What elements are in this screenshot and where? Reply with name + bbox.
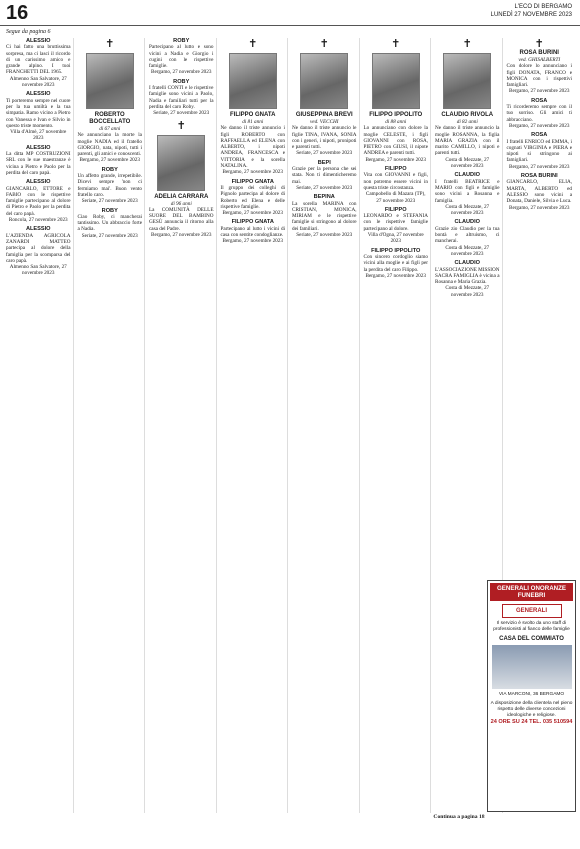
ad-logo: GENERALI xyxy=(502,604,562,618)
notice-place-date: Bergamo, 27 novembre 2023 xyxy=(509,122,570,129)
deceased-name: CLAUDIO RIVOLA xyxy=(441,112,494,118)
notice-column xyxy=(76,38,146,813)
ad-intro: Il servizio è svolto da uno staff di professionisti al fianco delle famiglie xyxy=(493,621,570,632)
deceased-age: di 82 anni xyxy=(456,119,478,125)
obituary-notice xyxy=(6,226,71,276)
notice-place-date: Bergamo, 27 novembre 2023 xyxy=(509,204,570,211)
notice-title: FILIPPO GNATA xyxy=(231,219,274,226)
continue-note: Continua a pagina 18 xyxy=(433,814,485,820)
notice-text: Ti porteremo sempre nel cuore per la tua umiltà e la tua simpatia. Ramo vicino a Pietro con Vanessa e Ivan e Silvio in questo triste momento. xyxy=(6,97,71,129)
ad-description: A disposizione della clientela nel pieno rispetto delle diverse concezioni ideologiche e religiose. xyxy=(490,701,573,718)
ad-building-image xyxy=(492,645,572,689)
obituary-notice xyxy=(435,38,500,169)
cross-icon: ✝ xyxy=(319,38,329,50)
cross-icon: ✝ xyxy=(462,38,472,50)
notice-text: Con dolore lo annunciano i figli DONATA, FRANCO e MONICA con i rispettivi famigliari. xyxy=(506,63,572,89)
notice-text: Partecipano al lutto e sono vicini a Nadia e Giorgio i cugini con le rispettive famiglie. xyxy=(149,44,214,70)
deceased-name: ADELIA CARRARA xyxy=(154,193,209,200)
notice-text: Ne danno il triste annuncio i figli ROBERTO con RAFFAELLA ed ELENA con ALBERTO, i nipoti ANDREA, FRANCESCA e VITTORIA e la sorella NATALINA. xyxy=(220,125,285,170)
notice-title: ALESSIO xyxy=(25,226,51,233)
notice-title: BEPI xyxy=(317,159,331,166)
notice-text: Ne danno il triste annuncio la moglie ROSANNA, la figlia MARIA GRAZIA con il marito CAMILLO, i nipoti e parenti tutti. xyxy=(435,125,500,157)
cross-icon: ✝ xyxy=(534,38,544,50)
page-footer xyxy=(4,814,576,846)
notice-title: ROBY xyxy=(101,207,118,214)
notice-text: La COMUNITÀ DELLE SUORE DEL BAMBINO GESÙ annuncia il ritorno alla casa del Padre. xyxy=(149,206,214,232)
obituary-notice xyxy=(6,91,71,141)
deceased-age: di 96 anni xyxy=(170,200,192,207)
notice-text: Ne annunciano la morte la moglie NADIA ed il fratello GIORGIO, nata, nipoti, tutti i parenti, gli amici e conoscenti. xyxy=(77,132,142,158)
notice-place-date: Bergamo, 27 novembre 2023 xyxy=(509,163,570,170)
obituary-notice xyxy=(435,260,500,298)
notice-place-date: Bergamo, 27 novembre 2023 xyxy=(509,88,570,95)
notice-place-date: Costa di Mezzate, 27 novembre 2023 xyxy=(445,203,490,217)
notice-text: L'AZIENDA AGRICOLA ZANARDI MATTEO partecipa al dolore della famiglia per la scomparsa del caro papà. xyxy=(6,232,71,264)
notice-text: Lo annunciano con dolore la moglie CELESTE, i figli GIOVANNI con ROSA, PIETRO con GIUSI, il nipote ANDREA e parenti tutti. xyxy=(363,125,428,157)
deceased-age: ved. VECCHI xyxy=(309,119,339,125)
notice-title: ALESSIO xyxy=(25,144,51,151)
deceased-photo xyxy=(372,53,420,109)
notice-text: Ciao Roby, ci mancherai tantissimo. Un abbraccio forte a Nadia. xyxy=(77,213,142,233)
notice-place-date: Bergamo, 27 novembre 2023 xyxy=(79,157,140,164)
obituary-notice xyxy=(78,167,143,205)
deceased-photo xyxy=(443,53,491,109)
notice-column xyxy=(4,38,74,813)
deceased-name: GIUSEPPINA BREVI xyxy=(295,112,353,118)
notice-text: La sorella MARINA con CRISTIAN, MONICA, MIRIAM e le rispettive famiglie si stringono al dolore dei familiari. xyxy=(292,200,357,232)
deceased-name: ROSA BURINI xyxy=(519,50,559,56)
obituary-notice xyxy=(507,98,573,129)
notice-title: BEPINA xyxy=(313,194,335,201)
notice-title: CLAUDIO xyxy=(454,260,480,267)
notice-place-date: Costa di Mezzate, 27 novembre 2023 xyxy=(445,244,490,257)
obituary-notice xyxy=(292,160,357,191)
notice-place-date: Costa di Mezzate, 27 novembre 2023 xyxy=(445,285,490,298)
ad-brand: GENERALI ONORANZE FUNEBRI xyxy=(490,583,573,601)
notice-title: ALESSIO xyxy=(25,179,51,186)
notice-text: I fratelli CONTI e le rispettive famiglie sono vicini a Paolo, Nadia e familiari tutti per la perdita del caro Roby. xyxy=(149,85,214,110)
obituary-notice xyxy=(435,219,500,257)
notice-column xyxy=(219,38,289,813)
obituary-notice xyxy=(364,166,429,204)
notice-text: La ditta MP COSTRUZIONI SRL con le sue maestranze è vicina a Pietro e Paolo per la perdita del caro papà. xyxy=(6,151,71,176)
deceased-age: di 88 anni xyxy=(385,119,407,125)
notice-place-date: Bergamo, 27 novembre 2023 xyxy=(222,169,283,176)
obituary-notice xyxy=(364,248,429,279)
obituary-notice xyxy=(435,172,500,216)
notice-title: ROBY xyxy=(173,78,190,85)
obituary-notice xyxy=(149,79,214,117)
obituary-notice xyxy=(149,120,214,239)
notice-text: Grazie per la persona che sei stata. Non ti dimenticheremo mai. xyxy=(292,166,357,185)
deceased-age: di 67 anni xyxy=(99,126,121,132)
deceased-photo xyxy=(300,53,348,109)
notice-text: I fratelli ENRICO ed EMMA, i cognati VIRGINIA e PIERA e nipoti si stringono ai famigliari. xyxy=(506,138,572,164)
notice-place-date: Villa d'Almè, 27 novembre 2023 xyxy=(10,129,67,142)
deceased-age: di 81 anni xyxy=(242,119,264,125)
notice-text: L'ASSOCIAZIONE MISSION SACRA FAMIGLIA è vicina a Rosanna e Maria Grazia. xyxy=(435,266,500,286)
obituary-notice xyxy=(78,208,143,239)
notice-text: Ne danno il triste annuncio le figlie TINA, IVANA, SONIA con i generi, i nipoti, pronipoti e parenti tutti. xyxy=(292,125,357,151)
ad-address: VIA MARCONI, 36 BERGAMO xyxy=(498,692,565,697)
continued-from: Segue da pagina 6 xyxy=(6,29,51,35)
notice-text: Ti ricorderemo sempre con il tuo sorriso. Gli amici ti abbracciano. xyxy=(506,104,572,123)
deceased-photo xyxy=(86,53,134,109)
notice-place-date: Seriate, 27 novembre 2023 xyxy=(153,110,210,117)
notice-text: Partecipano al lutto i vicini di casa con sentite condoglianze. xyxy=(220,225,285,239)
notice-title: ROSA xyxy=(531,97,548,104)
obituary-notice xyxy=(364,38,429,163)
notice-place-date: Bergamo, 27 novembre 2023 xyxy=(365,156,426,163)
obituary-notice xyxy=(221,179,286,217)
cross-icon: ✝ xyxy=(248,38,258,50)
publication-name: L'ECO DI BERGAMO xyxy=(514,4,572,10)
notice-place-date: Campobello di Mazara (TP), 27 novembre 2023 xyxy=(365,191,426,204)
notice-place-date: Bergamo, 27 novembre 2023 xyxy=(151,69,212,76)
notice-place-date: Seriate, 27 novembre 2023 xyxy=(296,184,353,191)
obituary-notice xyxy=(507,173,573,211)
notice-text: Vita con GIOVANNI e figli, non potremo essere vicini in questa triste circostanza. xyxy=(363,172,428,191)
obituary-notice xyxy=(78,38,143,164)
obituary-notice xyxy=(6,38,71,88)
ad-phone: 24 ORE SU 24 TEL. 035 510594 xyxy=(490,719,573,725)
obituary-notice xyxy=(221,219,286,244)
notice-place-date: Almenno San Salvatore, 27 novembre 2023 xyxy=(9,264,67,277)
page-number: 16 xyxy=(6,2,29,24)
ad-house-title: CASA DEL COMMIATO xyxy=(499,636,564,642)
deceased-name: FILIPPO GNATA xyxy=(230,112,276,118)
notice-place-date: Seriate, 27 novembre 2023 xyxy=(296,150,353,157)
notice-title: ROBY xyxy=(173,38,190,44)
notice-text: I fratelli BEATRICE e MARIO con figli e famiglie sono vicini a Rosanna e famiglia. xyxy=(435,178,500,204)
obituary-notice xyxy=(221,38,286,176)
notice-place-date: Seriate, 27 novembre 2023 xyxy=(296,232,353,239)
notice-place-date: Seriate, 27 novembre 2023 xyxy=(81,232,138,239)
notice-column xyxy=(290,38,360,813)
obituary-notice xyxy=(6,179,71,223)
deceased-name: FILIPPO IPPOLITO xyxy=(369,112,423,118)
page-header xyxy=(0,0,580,26)
notice-place-date: Bergamo, 27 novembre 2023 xyxy=(365,272,426,279)
notice-text: Un affetto grande, irrepetibile. Dicevi sempre 'non ci fermiamo mai'. Buon vento fratello caro. xyxy=(77,173,142,198)
publication-info xyxy=(491,3,572,19)
notice-title: ROSA BURINI xyxy=(520,173,558,180)
notice-title: FILIPPO xyxy=(384,166,407,173)
notice-title: FILIPPO GNATA xyxy=(231,178,274,185)
obituary-notice xyxy=(149,38,214,76)
notice-text: GIANCARLO, ELIA, MARTA, ALBERTO ed ALESSIO sono vicini a Donata, Daniele, Silvia e Luca. xyxy=(506,179,572,205)
notice-column xyxy=(147,38,217,813)
notice-place-date: Roncola, 27 novembre 2023 xyxy=(8,217,68,224)
notice-text: Grazie zio Claudio per la tua bontà e altruismo, ci mancherai. xyxy=(435,225,500,245)
publication-date: LUNEDÌ 27 NOVEMBRE 2023 xyxy=(490,12,572,18)
notice-text: Con sincero cordoglio siamo vicini alla moglie e ai figli per la perdita del caro Filippo. xyxy=(363,253,428,273)
notice-title: ROSA xyxy=(531,132,548,139)
notice-text: Il gruppo dei colleghi di Pignolo partecipa al dolore di Roberto ed Elena e delle rispettive famiglie. xyxy=(220,184,285,210)
notice-place-date: Bergamo, 27 novembre 2023 xyxy=(151,232,212,239)
deceased-age: ved. GHISALBERTI xyxy=(518,57,561,63)
notice-place-date: Bergamo, 27 novembre 2023 xyxy=(222,210,283,217)
notice-place-date: Costa di Mezzate, 27 novembre 2023 xyxy=(445,156,490,170)
funeral-advertisement xyxy=(487,580,576,812)
notice-title: CLAUDIO xyxy=(454,172,480,179)
obituary-notice xyxy=(364,207,429,245)
cross-icon: ✝ xyxy=(176,119,186,132)
cross-icon: ✝ xyxy=(105,38,115,50)
notice-place-date: Almenno San Salvatore, 27 novembre 2023 xyxy=(9,75,67,89)
obituary-notice xyxy=(6,145,71,176)
notice-place-date: Bergamo, 27 novembre 2023 xyxy=(222,238,283,245)
notice-column xyxy=(505,38,575,578)
obituary-notice xyxy=(507,38,573,95)
obituary-notice xyxy=(292,38,357,157)
obituary-notice xyxy=(507,132,573,170)
cross-icon: ✝ xyxy=(391,38,401,50)
notice-text: GIANCARLO, ETTORE e FABIO con le rispettive famiglie partecipano al dolore di Pietro e Paolo per la perdita del caro papà. xyxy=(6,185,71,217)
notice-place-date: Villa d'Ogna, 27 novembre 2023 xyxy=(367,232,424,245)
notice-text: LEONARDO e STEFANIA con le rispettive famiglie partecipano al dolore. xyxy=(363,213,428,232)
deceased-name: ROBERTO BOCCELLATO xyxy=(89,112,131,125)
notice-column xyxy=(362,38,432,813)
notice-place-date: Seriate, 27 novembre 2023 xyxy=(81,198,138,205)
notice-title: CLAUDIO xyxy=(454,219,480,226)
notice-title: FILIPPO IPPOLITO xyxy=(371,247,421,254)
notice-text: Ci hai fatto una bruttissima sorpresa, ma ci lasci il ricordo di un carissimo amico e grande alpino. I tuoi FRANCHETTI DEL 1965. xyxy=(6,44,71,76)
notice-title: FILIPPO xyxy=(384,206,407,213)
notice-title: ROBY xyxy=(101,166,118,173)
obituary-notice xyxy=(292,194,357,238)
notice-title: ALESSIO xyxy=(25,91,51,98)
deceased-photo xyxy=(229,53,277,109)
deceased-photo xyxy=(157,135,205,191)
notice-title: ALESSIO xyxy=(25,38,51,44)
